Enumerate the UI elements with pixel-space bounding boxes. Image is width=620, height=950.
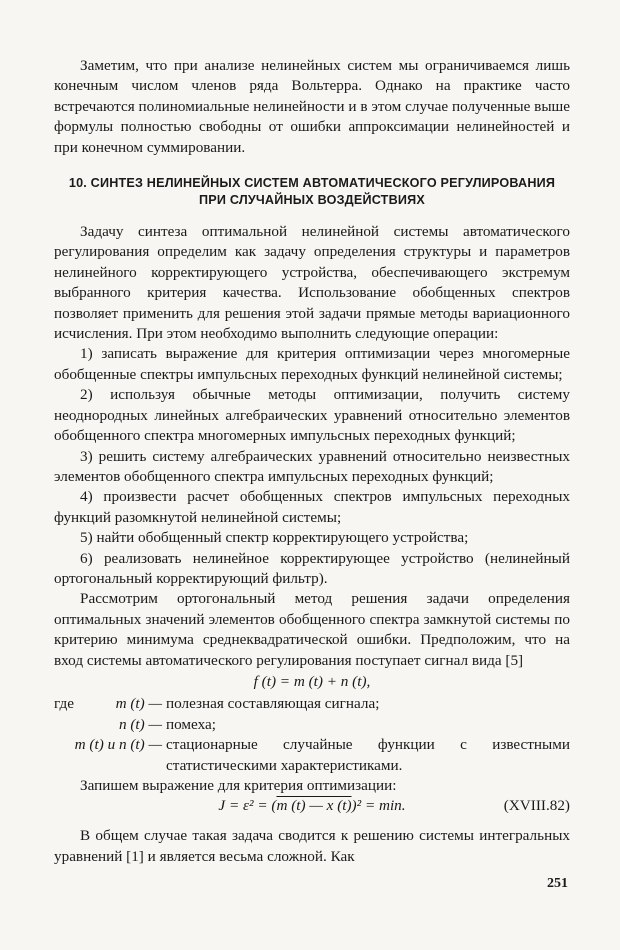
- operation-item-2: 2) используя обычные методы оптимизации, получить систему неоднородных линейных алгебраических уравнений относительно элементов обобщенного спектра многомерных импульсных переходных функций;: [54, 386, 570, 445]
- operation-item-4: 4) произвести расчет обобщенных спектров импульсных переходных функций разомкнутой нелинейной системы;: [54, 488, 570, 526]
- where-definitions: [54, 694, 570, 776]
- section-heading: [54, 175, 570, 209]
- n-symbol: n (t) —: [118, 715, 162, 733]
- operation-item-6: 6) реализовать нелинейное корректирующее устройство (нелинейный ортогональный корректирующий фильтр).: [54, 549, 570, 587]
- n-description: помеха;: [166, 715, 216, 733]
- operation-item-1: 1) записать выражение для критерия оптимизации через многомерные обобщенные спектры импульсных переходных функций нелинейной системы;: [54, 345, 570, 383]
- criterion-formula: [54, 796, 570, 816]
- synthesis-paragraph: Задачу синтеза оптимальной нелинейной системы автоматического регулирования определим как задачу определения структуры и параметров нелинейного корректирующего устройства, обеспечивающего экстремум выбранного критерия качества. Использование обобщенных спектров позволяет применить для решения этой задачи прямые методы вариационного исчисления. При этом необходимо выполнить следующие операции:: [54, 223, 570, 343]
- section-title-line-2: ПРИ СЛУЧАЙНЫХ ВОЗДЕЙСТВИЯХ: [199, 193, 425, 208]
- signal-formula: f (t) = m (t) + n (t),: [253, 672, 371, 690]
- page-body: [54, 56, 570, 867]
- operation-item-3: 3) решить систему алгебраических уравнений относительно неизвестных элементов обобщенного спектра импульсных переходных функций;: [54, 447, 570, 485]
- mn-description: стационарные случайные функции с известными статистическими характеристиками.: [166, 736, 570, 774]
- where-label: где: [54, 695, 74, 713]
- orthogonal-method-paragraph: Рассмотрим ортогональный метод решения задачи определения оптимальных значений элементов обобщенного спектра замкнутой системы по критерию минимума среднеквадратической ошибки. Предположим, что на вход системы автоматического регулирования поступает сигнал вида [5]: [54, 590, 570, 669]
- page-number: 251: [547, 876, 568, 891]
- criterion-formula-row: [54, 796, 570, 816]
- criterion-formula-rhs: )² = min.: [351, 797, 406, 815]
- m-symbol: m (t) —: [115, 695, 162, 713]
- criterion-paragraph: Запишем выражение для критерия оптимизации:: [80, 777, 397, 794]
- criterion-formula-lhs: J = ε² = (: [218, 797, 277, 815]
- section-title-line-1: 10. СИНТЕЗ НЕЛИНЕЙНЫХ СИСТЕМ АВТОМАТИЧЕСКОГО РЕГУЛИРОВАНИЯ: [68, 176, 556, 191]
- equation-number: (XVIII.82): [503, 797, 570, 815]
- operation-item-5: 5) найти обобщенный спектр корректирующего устройства;: [80, 529, 469, 547]
- m-description: полезная составляющая сигнала;: [166, 695, 380, 713]
- intro-paragraph: Заметим, что при анализе нелинейных систем мы ограничиваемся лишь конечным числом членов ряда Вольтерра. Однако на практике часто встречаются полиномиальные нелинейности и в этом случае полученные выше формулы полностью свободны от ошибки аппроксимации нелинейностей и при конечном суммировании.: [54, 57, 570, 156]
- final-paragraph: В общем случае такая задача сводится к решению системы интегральных уравнений [1] и является весьма сложной. Как: [54, 827, 570, 865]
- criterion-formula-overlined: m (t) — x (t): [276, 797, 352, 815]
- mn-symbol: m (t) и n (t) —: [74, 736, 162, 754]
